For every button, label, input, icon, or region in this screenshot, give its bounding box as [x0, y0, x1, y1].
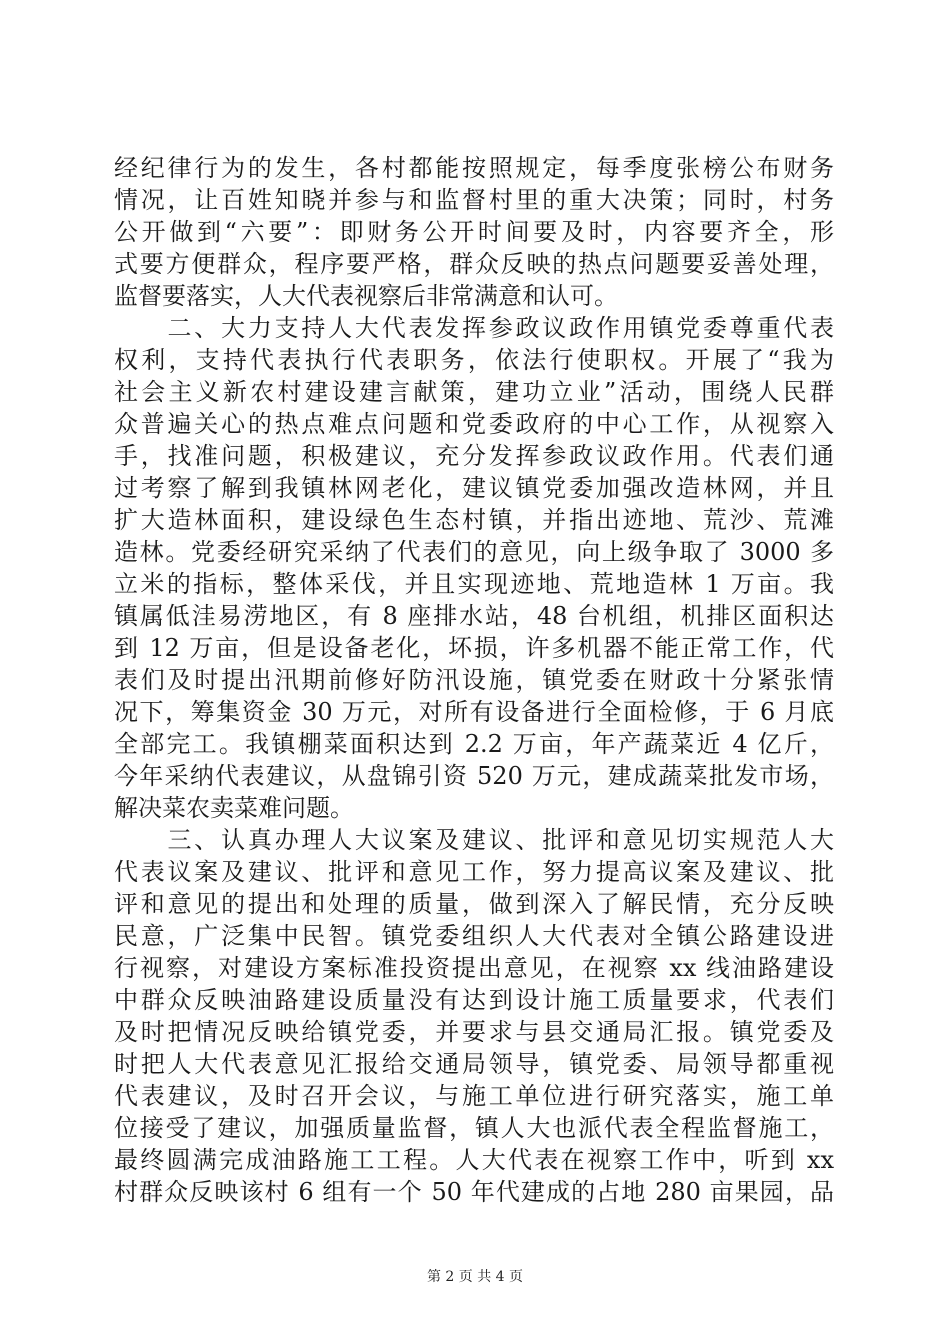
text-line: 代表议案及建议、批评和意见工作，努力提高议案及建议、批	[114, 858, 834, 886]
text-line: 镇属低洼易涝地区，有 8 座排水站，48 台机组，机排区面积达	[114, 602, 834, 630]
text-line: 评和意见的提出和处理的质量，做到深入了解民情，充分反映	[114, 890, 834, 918]
text-line: 时把人大代表意见汇报给交通局领导，镇党委、局领导都重视	[114, 1050, 834, 1078]
text-line: 立米的指标，整体采伐，并且实现迹地、荒地造林 1 万亩。我	[114, 570, 834, 598]
text-line: 解决菜农卖菜难问题。	[114, 794, 354, 822]
text-line: 及时把情况反映给镇党委，并要求与县交通局汇报。镇党委及	[114, 1018, 834, 1046]
text-line: 权利，支持代表执行代表职务，依法行使职权。开展了“我为	[114, 346, 834, 374]
text-line: 行视察，对建设方案标准投资提出意见，在视察 xx 线油路建设	[114, 954, 834, 982]
text-line: 经纪律行为的发生，各村都能按照规定，每季度张榜公布财务	[114, 154, 834, 182]
text-line: 众普遍关心的热点难点问题和党委政府的中心工作，从视察入	[114, 410, 834, 438]
text-line: 表们及时提出汛期前修好防汛设施，镇党委在财政十分紧张情	[114, 666, 834, 694]
text-line: 社会主义新农村建设建言献策，建功立业”活动，围绕人民群	[114, 378, 834, 406]
text-line: 扩大造林面积，建设绿色生态村镇，并指出迹地、荒沙、荒滩	[114, 506, 834, 534]
text-line: 过考察了解到我镇林网老化，建议镇党委加强改造林网，并且	[114, 474, 834, 502]
text-line: 情况，让百姓知晓并参与和监督村里的重大决策；同时，村务	[114, 186, 834, 214]
page-number-footer: 第 2 页 共 4 页	[426, 1269, 524, 1285]
text-line: 位接受了建议，加强质量监督，镇人大也派代表全程监督施工，	[114, 1114, 834, 1142]
text-line: 村群众反映该村 6 组有一个 50 年代建成的占地 280 亩果园，品	[114, 1178, 834, 1206]
text-line: 式要方便群众，程序要严格，群众反映的热点问题要妥善处理，	[114, 250, 834, 278]
text-line: 况下，筹集资金 30 万元，对所有设备进行全面检修，于 6 月底	[114, 698, 834, 726]
text-line: 监督要落实，人大代表视察后非常满意和认可。	[114, 282, 618, 310]
text-line: 造林。党委经研究采纳了代表们的意见，向上级争取了 3000 多	[114, 538, 834, 566]
text-line: 手，找准问题，积极建议，充分发挥参政议政作用。代表们通	[114, 442, 834, 470]
text-line: 今年采纳代表建议，从盘锦引资 520 万元，建成蔬菜批发市场，	[114, 762, 834, 790]
text-line: 最终圆满完成油路施工工程。人大代表在视察工作中，听到 xx	[114, 1146, 834, 1174]
text-line: 到 12 万亩，但是设备老化，坏损，许多机器不能正常工作，代	[114, 634, 834, 662]
text-line: 民意，广泛集中民智。镇党委组织人大代表对全镇公路建设进	[114, 922, 834, 950]
text-line: 代表建议，及时召开会议，与施工单位进行研究落实，施工单	[114, 1082, 834, 1110]
text-line: 全部完工。我镇棚菜面积达到 2.2 万亩，年产蔬菜近 4 亿斤，	[114, 730, 834, 758]
text-line: 二、大力支持人大代表发挥参政议政作用镇党委尊重代表	[114, 314, 834, 342]
text-line: 中群众反映油路建设质量没有达到设计施工质量要求，代表们	[114, 986, 834, 1014]
text-line: 三、认真办理人大议案及建议、批评和意见切实规范人大	[114, 826, 834, 854]
text-line: 公开做到“六要”：即财务公开时间要及时，内容要齐全，形	[114, 218, 834, 246]
document-body	[114, 152, 834, 1208]
